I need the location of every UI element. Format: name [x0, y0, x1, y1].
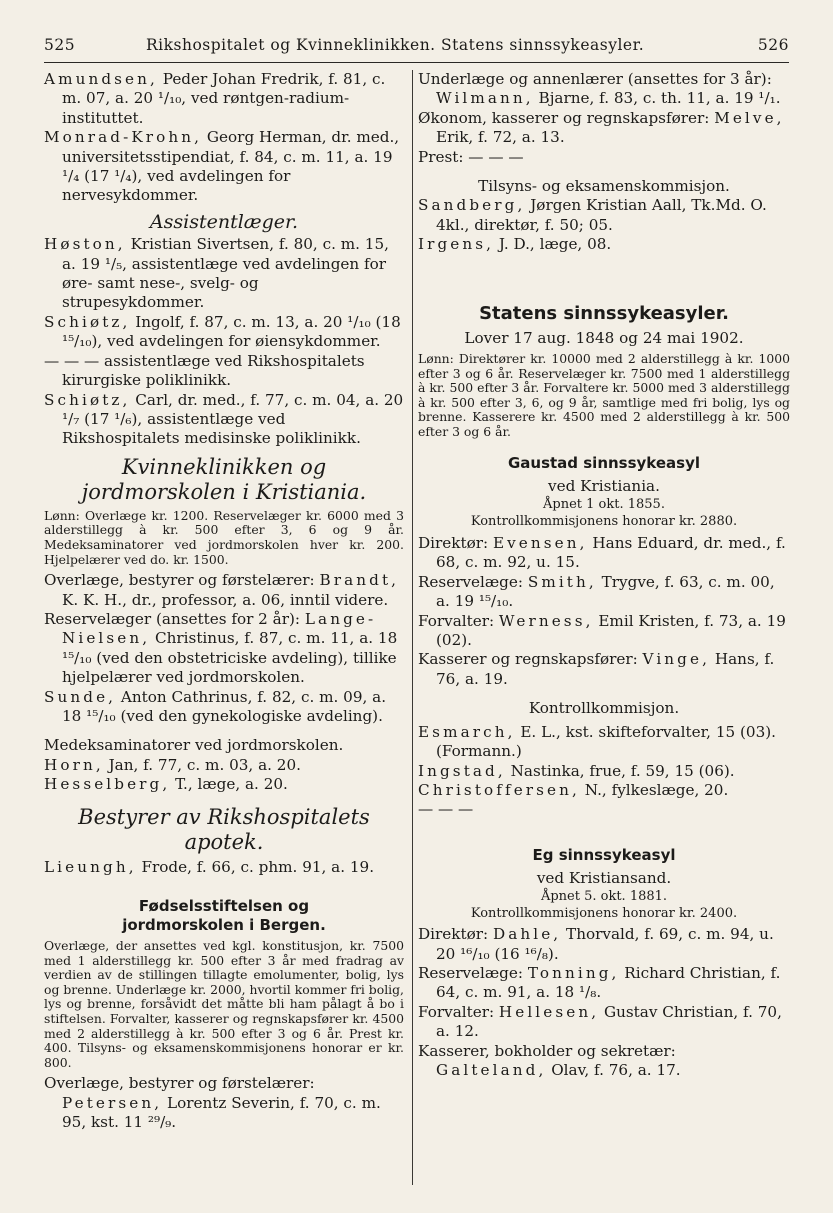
entry-text: E. L., kst. skifteforvalter, 15 (03). (Formann.)	[436, 722, 776, 761]
section-heading: Kontrollkommisjon.	[528, 699, 680, 718]
entry	[44, 571, 404, 610]
entry-text: Gustav Christian, f. 70, a. 12.	[436, 1002, 782, 1041]
entry-name: Vinge,	[642, 650, 711, 669]
entry	[418, 196, 790, 235]
entry-name: Sunde,	[44, 687, 117, 706]
section-heading: Gaustad sinnssykeasyl	[507, 453, 701, 472]
location: ved Kristiania.	[548, 476, 660, 495]
entry: — — —	[418, 800, 474, 819]
section-heading: Eg sinnssykeasyl	[532, 845, 676, 864]
entry-role: Forvalter:	[418, 1002, 499, 1021]
entry-role: Økonom, kasserer og regnskapsfører:	[418, 108, 715, 127]
entry-name: Amundsen,	[44, 70, 158, 88]
entry-role: Direktør:	[418, 925, 493, 944]
entry-name: Ingstad,	[418, 761, 506, 780]
entry-role: Kasserer, bokholder og sekretær:	[418, 1041, 676, 1060]
page-number-left: 525	[44, 36, 76, 54]
salary-note: Overlæge, der ansettes ved kgl. konstitusjon, kr. 7500 med 1 alderstillegg kr. 500 efter 3 år med fradrag av verdien av de stillingen tillagte emolumenter, bolig, lys og brenne. Underlæge kr. 2000, hvortil kommer fri bolig, lys og brenne, forsåvidt det måtte bli ham pålagt å bo i stiftelsen. Forvalter, kasserer og regnskapsfører kr. 4500 med 2 alderstillegg à kr. 500 efter 3 og 6 år. Prest kr. 400. Tilsyns- og eksamenskommisjonens honorar er kr. 800.	[44, 937, 404, 1070]
section-heading: Assistentlæger.	[149, 210, 299, 233]
entry-text: Christinus, f. 87, c. m. 11, a. 18 ¹⁵/₁₀ (ved den obstetriciske avdeling), tillike hjelpelærer ved jordmorskolen.	[62, 629, 398, 687]
entry-text: Emil Kristen, f. 73, a. 19 (02).	[436, 611, 786, 650]
opened-date: Åpnet 1 okt. 1855.	[543, 497, 665, 513]
entry	[44, 313, 404, 352]
entry-role: Forvalter:	[418, 611, 499, 630]
entry	[44, 610, 404, 688]
entry-name: Melve,	[714, 108, 785, 127]
entry-text: Georg Herman, dr. med., universitetsstipendiat, f. 84, c. m. 11, a. 19 ¹/₄ (17 ¹/₄), ved avdelingen for nervesykdommer.	[62, 128, 400, 205]
location: ved Kristiansand.	[536, 868, 672, 887]
entry-text: Erik, f. 72, a. 13.	[436, 128, 565, 147]
entry-text: Richard Christian, f. 64, c. m. 91, a. 18 ¹/₈.	[436, 963, 781, 1002]
entry-name: Wilmann,	[436, 89, 534, 108]
section-heading: Bestyrer av Rikshospitalets apotek.	[78, 804, 370, 854]
entry-role: Reservelæge:	[418, 572, 528, 591]
entry	[44, 70, 404, 128]
entry-text: Jørgen Kristian Aall, Tk.Md. O. 4kl., direktør, f. 50; 05.	[436, 196, 767, 234]
entry-text: T., læge, a. 20.	[170, 775, 288, 794]
entry-role: Kasserer og regnskapsfører:	[418, 650, 643, 669]
entry-name: Christoffersen,	[418, 780, 580, 799]
entry-name: Sandberg,	[418, 196, 526, 215]
entry-text: Olav, f. 76, a. 17.	[546, 1060, 681, 1079]
entry-text: Thorvald, f. 69, c. m. 94, u. 20 ¹⁶/₁₀ (16 ¹⁶/₈).	[436, 925, 774, 963]
header-rule	[44, 62, 789, 63]
entry-text: Hans Eduard, dr. med., f. 68, c. m. 92, u. 15.	[436, 534, 786, 572]
entry-name: Petersen,	[62, 1093, 163, 1112]
entry	[418, 109, 790, 148]
entry-name: Høston,	[44, 235, 126, 254]
section-heading: Kvinneklinikken og jordmorskolen i Kristiania.	[81, 454, 367, 504]
entry-name: Evensen,	[492, 534, 588, 553]
entry-name: Monrad-Krohn,	[44, 128, 203, 147]
running-title: Rikshospitalet og Kvinneklinikken. Statens sinnssykeasyler.	[146, 36, 645, 54]
entry-role: Overlæge, bestyrer og førstelærer:	[44, 1074, 315, 1093]
entry-name: Schiøtz,	[44, 312, 131, 331]
entry-name: Werness,	[498, 611, 594, 630]
entry-text: Carl, dr. med., f. 77, c. m. 04, a. 20 ¹/₇ (17 ¹/₆), assistentlæge ved Rikshospitalets medisinske poliklinikk.	[62, 390, 404, 448]
honorar: Kontrollkommisjonens honorar kr. 2400.	[470, 906, 738, 922]
entry-name: Galteland,	[436, 1060, 547, 1079]
entry	[418, 573, 790, 612]
entry	[418, 964, 790, 1003]
entry-role: Reservelæger (ansettes for 2 år):	[44, 609, 305, 628]
entry	[44, 128, 404, 206]
entry-name: Tonning,	[527, 963, 620, 982]
page-number-right: 526	[757, 36, 789, 54]
entry-name: Hesselberg,	[44, 775, 171, 794]
entry-text: J. D., læge, 08.	[494, 235, 612, 254]
entry	[44, 756, 404, 775]
salary-note: Lønn: Direktører kr. 10000 med 2 alderstillegg à kr. 1000 efter 3 og 6 år. Reservelæger kr. 7500 med 1 alderstillegg à kr. 500 efter 3 år. Forvaltere kr. 5000 med 3 alderstillegg à kr. 500 efter 3, 6, og 9 år, samtlige med fri bolig, lys og brenne. Kasserere kr. 4500 med 2 alderstillegg à kr. 500 efter 3 og 6 år.	[418, 351, 790, 440]
entry	[418, 612, 790, 651]
left-column	[44, 70, 404, 1133]
entry-text: Peder Johan Fredrik, f. 81, c. m. 07, a. 20 ¹/₁₀, ved røntgen-radium-instituttet.	[62, 70, 386, 127]
entry	[418, 723, 790, 762]
entry	[418, 650, 790, 689]
entry	[44, 1074, 404, 1132]
entry-text: K. K. H., dr., professor, a. 06, inntil videre.	[62, 590, 389, 609]
running-head	[44, 36, 789, 58]
entry-role: Reservelæge:	[418, 963, 528, 982]
entry	[418, 762, 790, 781]
entry	[418, 70, 790, 109]
entry-name: Brandt,	[319, 571, 400, 590]
entry-text: Kristian Sivertsen, f. 80, c. m. 15, a. 19 ¹/₅, assistentlæge ved avdelingen for øre- samt nese-, svelg- og strupesykdommer.	[62, 235, 389, 312]
entry: Prest: — — —	[418, 147, 524, 166]
entry-text: Hans, f. 76, a. 19.	[436, 650, 775, 688]
section-heading: Fødselsstiftelsen og jordmorskolen i Bergen.	[122, 896, 326, 934]
entry	[44, 235, 404, 313]
entry	[44, 391, 404, 449]
entry-name: Dahle,	[492, 925, 562, 944]
entry	[418, 1042, 790, 1081]
section-heading: Statens sinnssykeasyler.	[479, 302, 729, 324]
entry	[44, 775, 404, 794]
entry-text: Frode, f. 66, c. phm. 91, a. 19.	[136, 857, 375, 876]
entry-role: Direktør:	[418, 534, 493, 553]
law-reference: Lover 17 aug. 1848 og 24 mai 1902.	[464, 328, 744, 347]
right-column	[418, 70, 790, 1080]
entry	[418, 781, 790, 800]
subheading: Medeksaminatorer ved jordmorskolen.	[44, 736, 344, 755]
entry	[418, 235, 790, 254]
entry-name: Schiøtz,	[44, 390, 131, 409]
entry-text: Lorentz Severin, f. 70, c. m. 95, kst. 11 ²⁹/₉.	[62, 1093, 381, 1132]
opened-date: Åpnet 5. okt. 1881.	[540, 889, 668, 905]
entry-name: Horn,	[44, 755, 104, 774]
entry	[44, 688, 404, 727]
entry-text: Bjarne, f. 83, c. th. 11, a. 19 ¹/₁.	[533, 89, 781, 108]
entry-role: Underlæge og annenlærer (ansettes for 3 år):	[418, 70, 772, 88]
entry-text: Ingolf, f. 87, c. m. 13, a. 20 ¹/₁₀ (18 ¹⁵/₁₀), ved avdelingen for øiensykdommer.	[62, 312, 401, 351]
entry-name: Lange-Nielsen,	[62, 609, 377, 648]
entry-name: Esmarch,	[418, 722, 516, 741]
entry-name: Smith,	[527, 572, 597, 591]
entry-role: Overlæge, bestyrer og førstelærer:	[44, 571, 320, 590]
salary-note: Lønn: Overlæge kr. 1200. Reservelæger kr. 6000 med 3 alderstillegg à kr. 500 efter 3, 6 og 9 år. Medeksaminatorer ved jordmorskolen hver kr. 200. Hjelpelærer ved do. kr. 1500.	[44, 507, 404, 567]
entry-text: Jan, f. 77, c. m. 03, a. 20.	[103, 755, 301, 774]
column-divider	[412, 70, 413, 1185]
entry	[44, 858, 404, 877]
entry-text: Anton Cathrinus, f. 82, c. m. 09, a. 18 ¹⁵/₁₀ (ved den gynekologiske avdeling).	[62, 687, 387, 725]
section-heading: Tilsyns- og eksamenskommisjon.	[478, 177, 730, 196]
entry	[418, 925, 790, 964]
honorar: Kontrollkommisjonens honorar kr. 2880.	[470, 514, 738, 530]
entry-text: Nastinka, frue, f. 59, 15 (06).	[505, 761, 735, 780]
entry-text: N., fylkeslæge, 20.	[579, 780, 729, 799]
entry-name: Irgens,	[418, 235, 495, 254]
entry	[418, 1003, 790, 1042]
entry	[418, 534, 790, 573]
entry-name: Hellesen,	[498, 1002, 600, 1021]
entry-text: Trygve, f. 63, c. m. 00, a. 19 ¹⁵/₁₀.	[436, 572, 775, 611]
entry: — — — assistentlæge ved Rikshospitalets kirurgiske poliklinikk.	[44, 351, 365, 390]
entry-name: Lieungh,	[44, 857, 137, 876]
